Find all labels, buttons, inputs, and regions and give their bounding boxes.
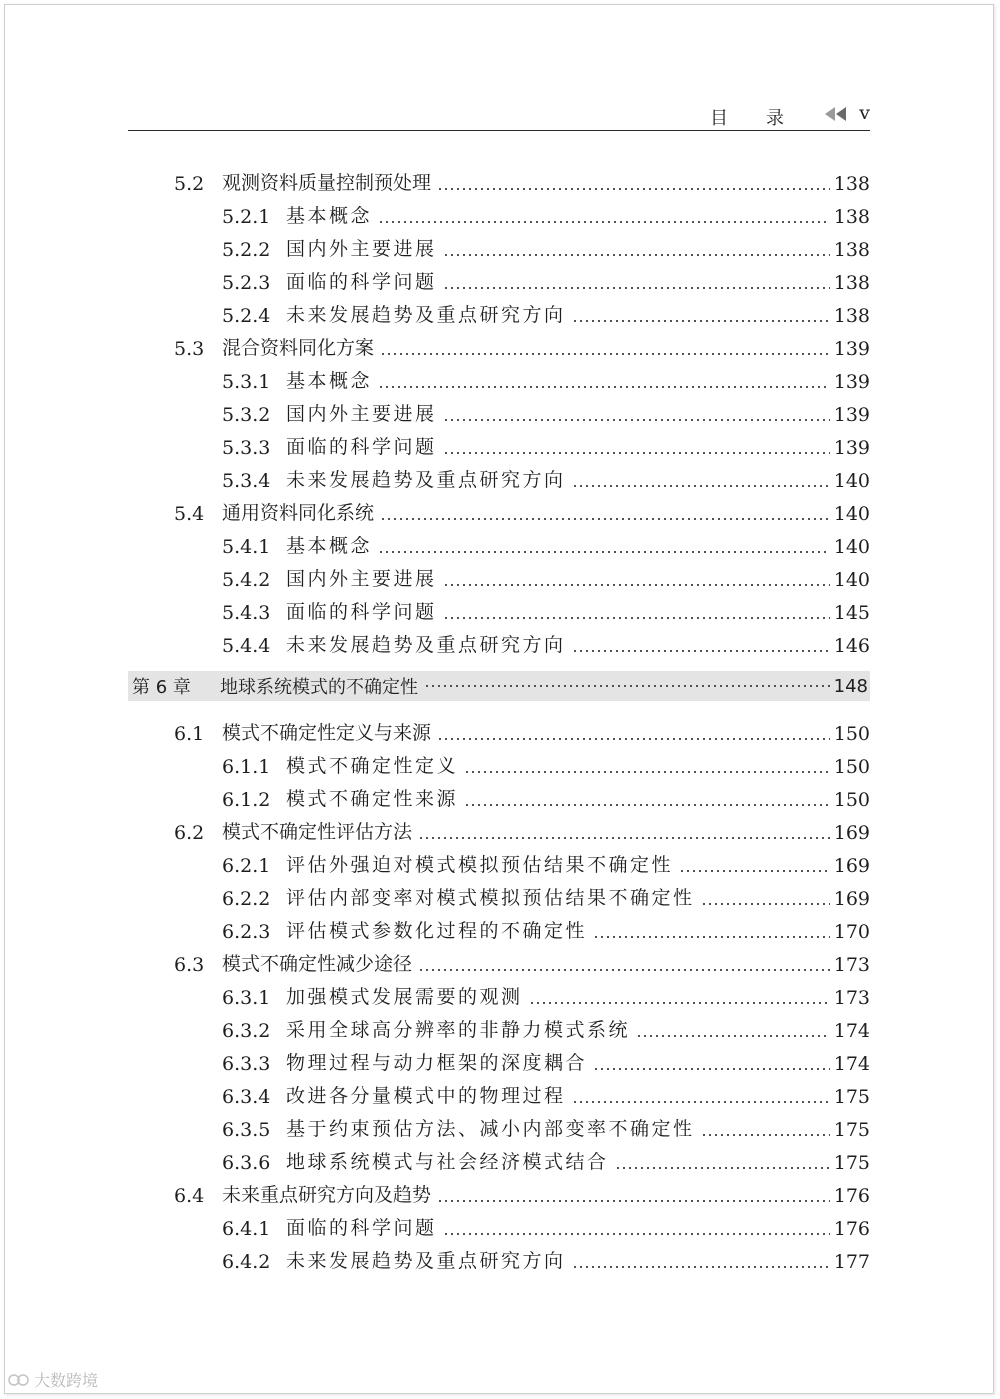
toc-entry-row[interactable] bbox=[128, 360, 870, 393]
toc-entry-row[interactable] bbox=[128, 1108, 870, 1141]
toc-entry-row[interactable] bbox=[128, 459, 870, 492]
watermark-text: 大数跨境 bbox=[34, 1371, 99, 1390]
dot-leader bbox=[437, 738, 830, 740]
toc-entry-row[interactable] bbox=[128, 943, 870, 976]
toc-entry-title: 未来重点研究方向及趋势 bbox=[222, 1184, 432, 1206]
toc-entry-number: 6.3.2 bbox=[222, 1020, 271, 1042]
toc-entry-page: 176 bbox=[833, 1218, 870, 1240]
toc-entry-row[interactable] bbox=[128, 910, 870, 943]
toc-entry-page: 150 bbox=[833, 756, 870, 778]
toc-entry-row[interactable] bbox=[128, 624, 870, 657]
toc-entry-title: 评估外强迫对模式模拟预估结果不确定性 bbox=[286, 854, 674, 876]
toc-entry-page: 139 bbox=[833, 338, 870, 360]
toc-entry-number: 5.2.2 bbox=[222, 239, 271, 261]
toc-entry-number: 5.2 bbox=[174, 173, 205, 195]
toc-entry-row[interactable] bbox=[128, 1042, 870, 1075]
toc-entry-page: 174 bbox=[833, 1020, 870, 1042]
toc-entry-title: 地球系统模式的不确定性 bbox=[220, 677, 418, 698]
toc-entry-title: 未来发展趋势及重点研究方向 bbox=[286, 469, 566, 491]
toc-entry-page: 146 bbox=[833, 635, 870, 657]
dot-leader bbox=[636, 1035, 830, 1037]
toc-entry-title: 面临的科学问题 bbox=[286, 1217, 437, 1239]
toc-entry-title: 模式不确定性减少途径 bbox=[222, 953, 413, 975]
toc-entry-page: 145 bbox=[833, 602, 870, 624]
toc-entry-number: 5.3.1 bbox=[222, 371, 271, 393]
dot-leader bbox=[437, 1200, 830, 1202]
dot-leader bbox=[443, 419, 830, 421]
toc-entry-row[interactable] bbox=[128, 261, 870, 294]
toc-entry-title: 国内外主要进展 bbox=[286, 238, 437, 260]
dot-leader bbox=[593, 1068, 830, 1070]
toc-entry-row[interactable] bbox=[128, 393, 870, 426]
toc-entry-page: 176 bbox=[833, 1185, 870, 1207]
toc-entry-number: 5.2.1 bbox=[222, 206, 271, 228]
dot-leader bbox=[464, 771, 830, 773]
toc-entry-number: 6.4 bbox=[174, 1185, 205, 1207]
toc-entry-row[interactable] bbox=[128, 1075, 870, 1108]
toc-entry-title: 模式不确定性定义与来源 bbox=[222, 722, 432, 744]
toc-entry-number: 6.3 bbox=[174, 954, 205, 976]
toc-entry-row[interactable] bbox=[128, 426, 870, 459]
toc-entry-number: 6.2.2 bbox=[222, 888, 271, 910]
running-head-page-number: v bbox=[859, 102, 870, 124]
toc-entry-page: 177 bbox=[833, 1251, 870, 1273]
dot-leader bbox=[380, 353, 830, 355]
toc-entry-page: 140 bbox=[833, 569, 870, 591]
toc-entry-page: 140 bbox=[833, 470, 870, 492]
toc-entry-row[interactable] bbox=[128, 294, 870, 327]
toc-entry-title: 混合资料同化方案 bbox=[222, 337, 375, 359]
dot-leader bbox=[437, 188, 830, 190]
dot-leader bbox=[443, 452, 830, 454]
toc-entry-number: 6.4.2 bbox=[222, 1251, 271, 1273]
toc-entry-number: 6.3.1 bbox=[222, 987, 271, 1009]
toc-entry-title: 未来发展趋势及重点研究方向 bbox=[286, 304, 566, 326]
toc-entry-number: 5.4.3 bbox=[222, 602, 271, 624]
toc-entry-number: 5.3 bbox=[174, 338, 205, 360]
watermark-logo-icon bbox=[8, 1373, 30, 1387]
dot-leader bbox=[418, 969, 830, 971]
dot-leader bbox=[572, 320, 830, 322]
toc-entry-number: 6.4.1 bbox=[222, 1218, 271, 1240]
toc-entry-title: 基于约束预估方法、减小内部变率不确定性 bbox=[286, 1118, 695, 1140]
toc-entry-title: 模式不确定性定义 bbox=[286, 755, 459, 777]
toc-entry-page: 150 bbox=[833, 723, 870, 745]
toc-entry-row[interactable] bbox=[128, 712, 870, 745]
toc-entry-number: 6.1.1 bbox=[222, 756, 271, 778]
toc-entry-row[interactable] bbox=[128, 1174, 870, 1207]
toc-entry-row[interactable] bbox=[128, 558, 870, 591]
toc-entry-number: 5.4.1 bbox=[222, 536, 271, 558]
dot-leader bbox=[464, 804, 830, 806]
dot-leader bbox=[572, 1266, 830, 1268]
dot-leader bbox=[572, 650, 830, 652]
toc-entry-title: 模式不确定性来源 bbox=[286, 788, 459, 810]
toc-entry-number: 5.3.4 bbox=[222, 470, 271, 492]
toc-entry-title: 国内外主要进展 bbox=[286, 403, 437, 425]
toc-entry-number: 6.2.3 bbox=[222, 921, 271, 943]
toc-entry-row[interactable] bbox=[128, 1240, 870, 1273]
toc-entry-number: 5.2.4 bbox=[222, 305, 271, 327]
toc-entry-page: 170 bbox=[833, 921, 870, 943]
toc-entry-page: 140 bbox=[833, 536, 870, 558]
toc-entry-row[interactable] bbox=[128, 162, 870, 195]
toc-entry-row[interactable] bbox=[128, 811, 870, 844]
toc-entry-row[interactable] bbox=[128, 745, 870, 778]
toc-entry-page: 169 bbox=[833, 822, 870, 844]
toc-entry-title: 模式不确定性评估方法 bbox=[222, 821, 413, 843]
dot-leader bbox=[529, 1002, 830, 1004]
toc-entry-number: 6.3.4 bbox=[222, 1086, 271, 1108]
dot-leader bbox=[443, 254, 830, 256]
toc-entry-number: 5.4 bbox=[174, 503, 205, 525]
toc-entry-page: 138 bbox=[833, 239, 870, 261]
toc-entry-page: 173 bbox=[833, 987, 870, 1009]
dot-leader bbox=[378, 386, 830, 388]
toc-entry-page: 138 bbox=[833, 305, 870, 327]
toc-entry-number: 5.3.2 bbox=[222, 404, 271, 426]
toc-entry-row[interactable] bbox=[128, 327, 870, 360]
toc-entry-row[interactable] bbox=[128, 976, 870, 1009]
toc-entry-row[interactable] bbox=[128, 844, 870, 877]
toc-entry-number: 第 6 章 bbox=[132, 677, 191, 698]
double-triangle-left-icon bbox=[824, 106, 848, 122]
toc-entry-row[interactable] bbox=[128, 1207, 870, 1240]
dot-leader bbox=[701, 1134, 830, 1136]
toc-entry-page: 169 bbox=[833, 888, 870, 910]
toc-entry-title: 国内外主要进展 bbox=[286, 568, 437, 590]
dot-leader bbox=[615, 1167, 830, 1169]
dot-leader bbox=[378, 551, 830, 553]
toc-entry-page: 139 bbox=[833, 404, 870, 426]
toc-entry-title: 地球系统模式与社会经济模式结合 bbox=[286, 1151, 609, 1173]
toc-entry-title: 物理过程与动力框架的深度耦合 bbox=[286, 1052, 588, 1074]
dot-leader bbox=[572, 485, 830, 487]
toc-entry-row[interactable] bbox=[128, 525, 870, 558]
dot-leader bbox=[701, 903, 830, 905]
toc-entry-title: 观测资料质量控制预处理 bbox=[222, 172, 432, 194]
toc-entry-number: 6.2.1 bbox=[222, 855, 271, 877]
toc-entry-row[interactable] bbox=[128, 1009, 870, 1042]
dot-leader bbox=[378, 221, 830, 223]
toc-entry-page: 148 bbox=[833, 675, 868, 697]
toc-entry-title: 基本概念 bbox=[286, 535, 373, 557]
toc-entry-page: 138 bbox=[833, 206, 870, 228]
dot-leader bbox=[380, 518, 830, 520]
toc-entry-page: 169 bbox=[833, 855, 870, 877]
toc-entry-title: 面临的科学问题 bbox=[286, 271, 437, 293]
toc-entry-row[interactable] bbox=[128, 195, 870, 228]
toc-entry-number: 5.2.3 bbox=[222, 272, 271, 294]
toc-entry-title: 面临的科学问题 bbox=[286, 601, 437, 623]
toc-entry-number: 6.3.3 bbox=[222, 1053, 271, 1075]
toc-entry-title: 采用全球高分辨率的非静力模式系统 bbox=[286, 1019, 631, 1041]
toc-entry-number: 6.1.2 bbox=[222, 789, 271, 811]
toc-entry-page: 140 bbox=[833, 503, 870, 525]
toc-entry-title: 面临的科学问题 bbox=[286, 436, 437, 458]
dot-leader bbox=[443, 287, 830, 289]
toc-entry-row[interactable] bbox=[128, 492, 870, 525]
watermark bbox=[8, 1368, 98, 1391]
toc-entry-page: 139 bbox=[833, 371, 870, 393]
toc-entry-row[interactable] bbox=[128, 778, 870, 811]
toc-entry-row[interactable] bbox=[128, 228, 870, 261]
toc-entry-title: 评估模式参数化过程的不确定性 bbox=[286, 920, 588, 942]
toc-entry-page: 175 bbox=[833, 1119, 870, 1141]
toc-entry-page: 150 bbox=[833, 789, 870, 811]
toc-entry-number: 6.2 bbox=[174, 822, 205, 844]
toc-entry-page: 138 bbox=[833, 173, 870, 195]
dot-leader bbox=[593, 936, 830, 938]
toc-entry-page: 175 bbox=[833, 1152, 870, 1174]
toc-entry-title: 基本概念 bbox=[286, 370, 373, 392]
toc-entry-title: 评估内部变率对模式模拟预估结果不确定性 bbox=[286, 887, 695, 909]
toc-entry-page: 139 bbox=[833, 437, 870, 459]
toc-entry-number: 6.1 bbox=[174, 723, 205, 745]
toc-entry-number: 5.4.4 bbox=[222, 635, 271, 657]
toc-chapter-row[interactable] bbox=[128, 671, 870, 701]
toc-entry-title: 加强模式发展需要的观测 bbox=[286, 986, 523, 1008]
toc-entry-title: 改进各分量模式中的物理过程 bbox=[286, 1085, 566, 1107]
running-head-title: 目录 bbox=[710, 108, 822, 129]
toc-entry-number: 6.3.5 bbox=[222, 1119, 271, 1141]
dot-leader bbox=[679, 870, 830, 872]
toc-entry-row[interactable] bbox=[128, 877, 870, 910]
dot-leader bbox=[443, 584, 830, 586]
toc-entry-title: 基本概念 bbox=[286, 205, 373, 227]
dot-leader bbox=[443, 617, 830, 619]
toc-entry-row[interactable] bbox=[128, 1141, 870, 1174]
toc-entry-title: 未来发展趋势及重点研究方向 bbox=[286, 1250, 566, 1272]
running-head bbox=[128, 100, 870, 131]
toc-entry-number: 5.4.2 bbox=[222, 569, 271, 591]
toc-entry-page: 173 bbox=[833, 954, 870, 976]
toc-entry-title: 通用资料同化系统 bbox=[222, 502, 375, 524]
toc-entry-page: 138 bbox=[833, 272, 870, 294]
toc-entry-title: 未来发展趋势及重点研究方向 bbox=[286, 634, 566, 656]
toc-entry-number: 5.3.3 bbox=[222, 437, 271, 459]
toc-entry-page: 175 bbox=[833, 1086, 870, 1108]
dot-leader bbox=[418, 837, 830, 839]
toc-entry-page: 174 bbox=[833, 1053, 870, 1075]
dot-leader bbox=[443, 1233, 830, 1235]
dot-leader bbox=[424, 685, 830, 687]
toc-entry-number: 6.3.6 bbox=[222, 1152, 271, 1174]
dot-leader bbox=[572, 1101, 830, 1103]
toc-entry-row[interactable] bbox=[128, 591, 870, 624]
